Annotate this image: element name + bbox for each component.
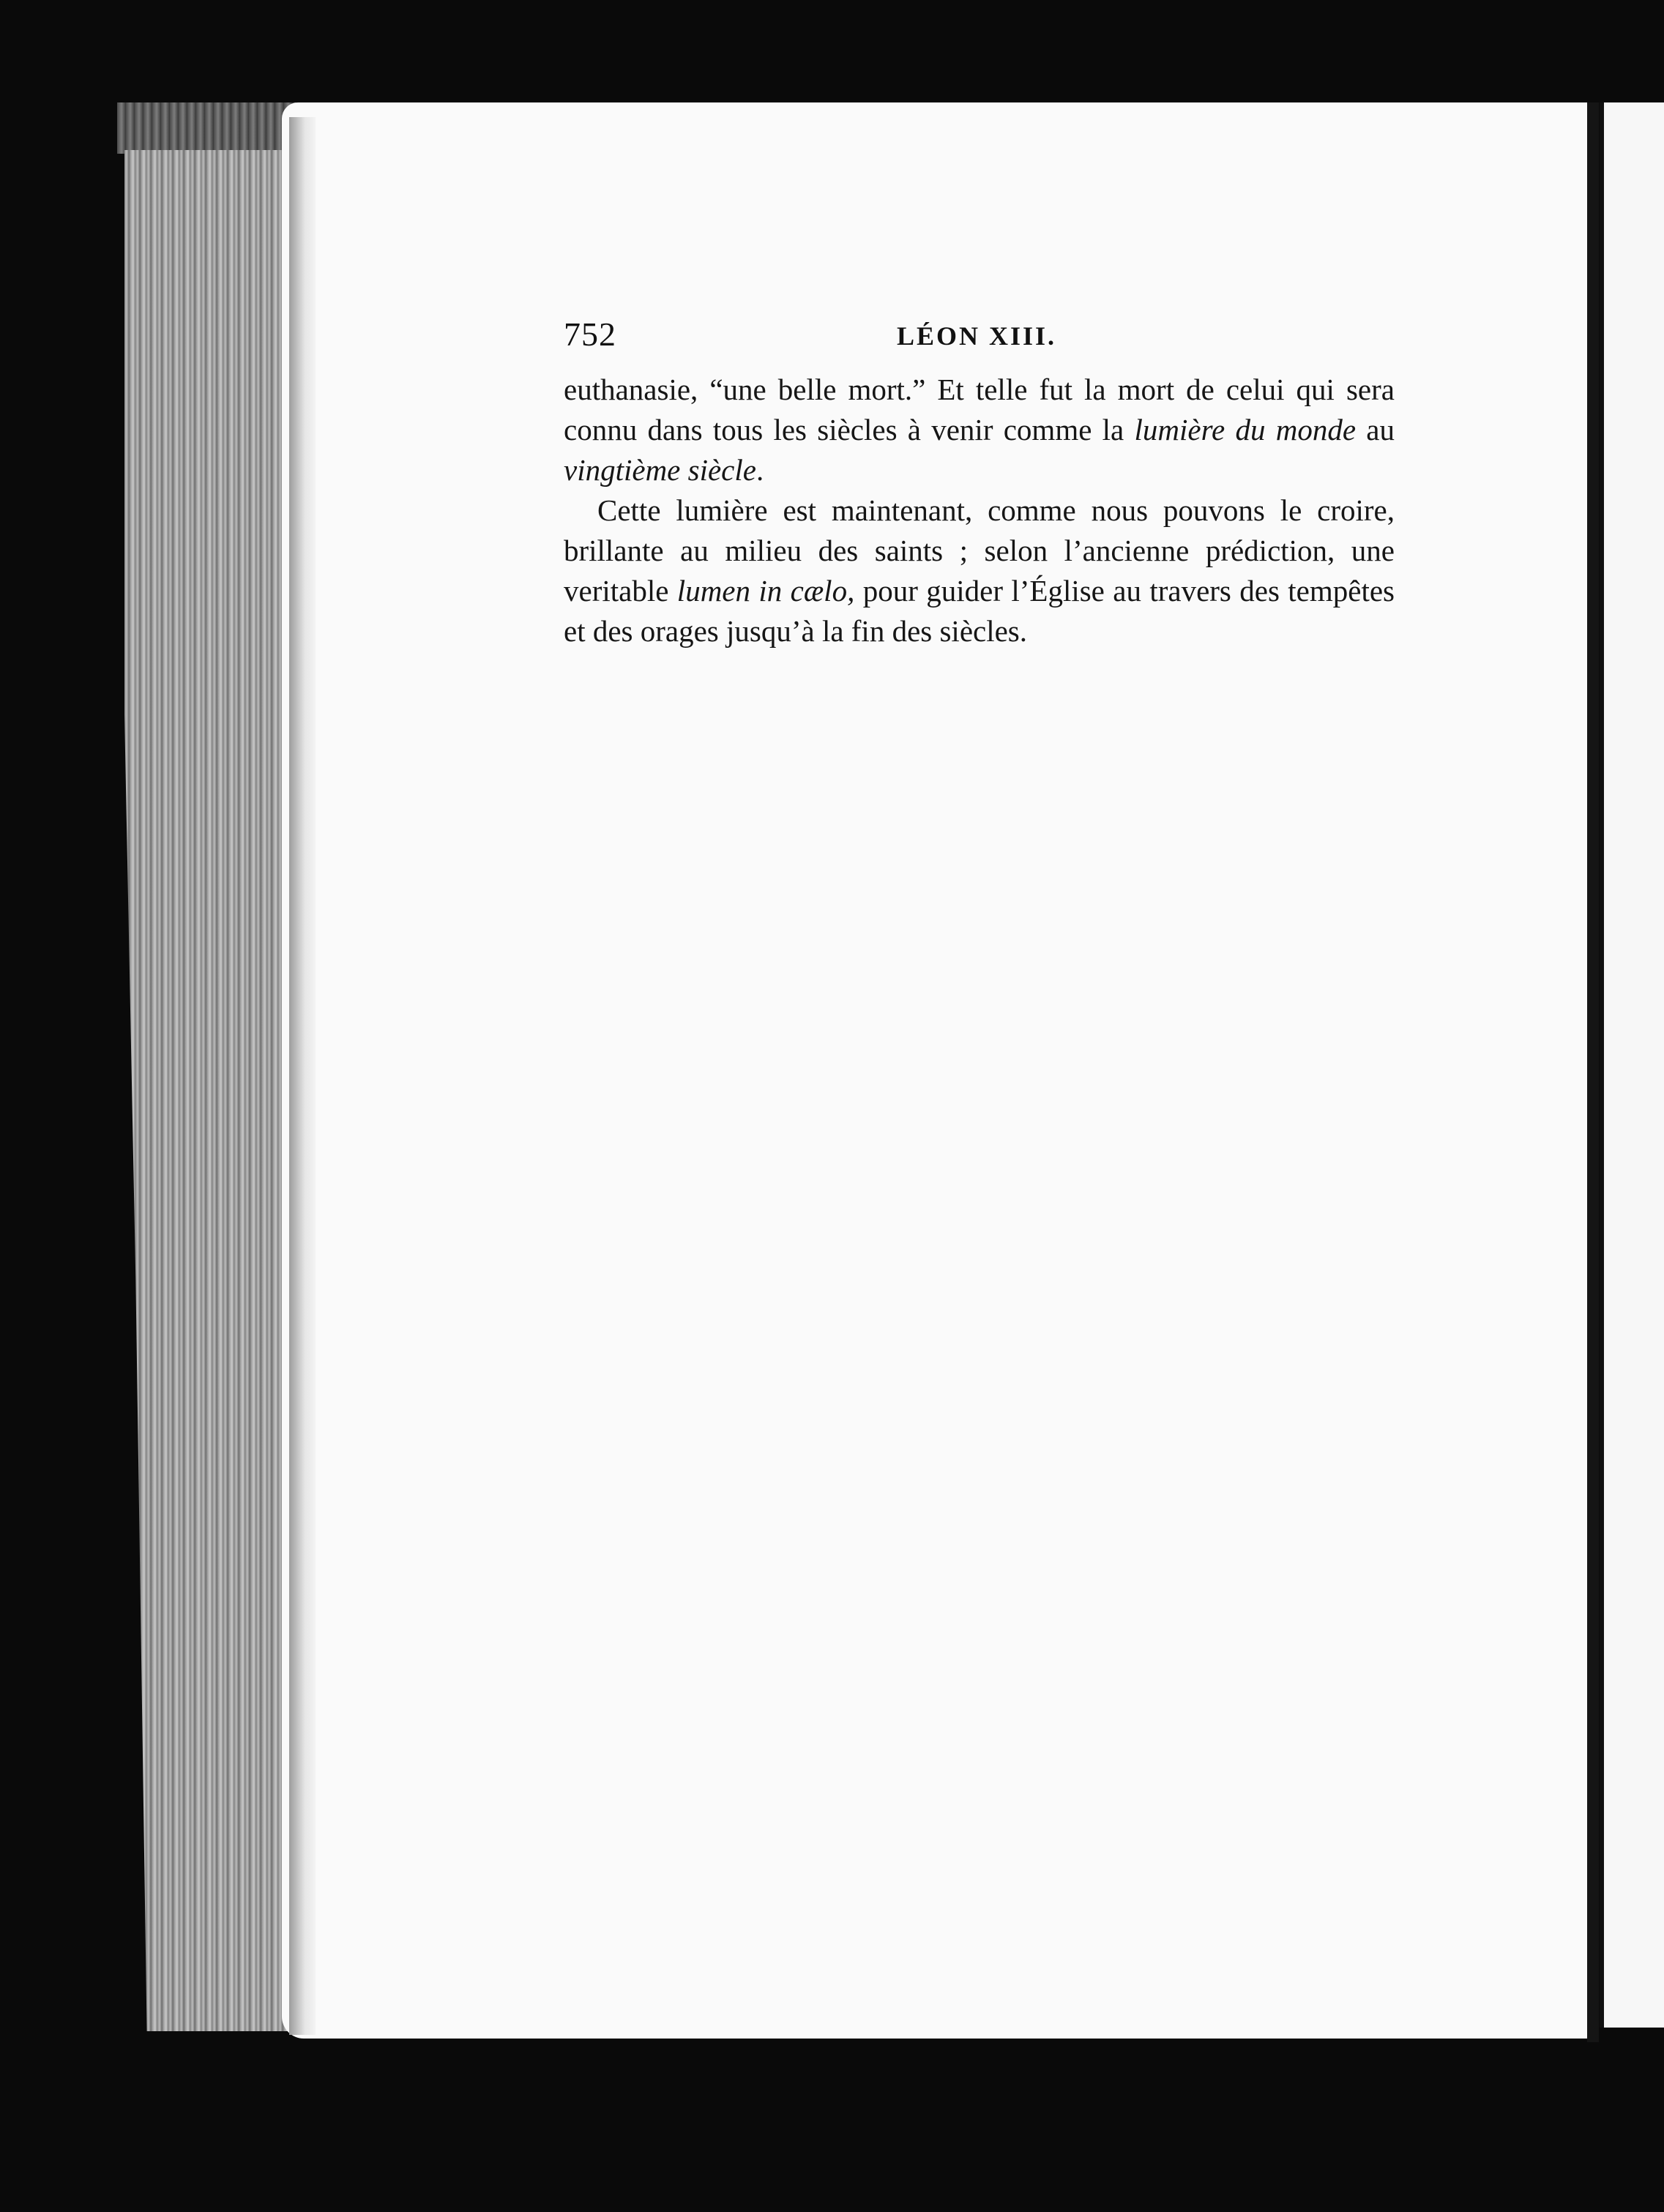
facing-page xyxy=(1600,102,1664,2028)
page-gutter-shadow xyxy=(289,117,316,2035)
paragraph xyxy=(564,370,1395,490)
body-text xyxy=(564,370,1395,651)
text-segment: pour guider l’Église au travers des tempêtes et des orages jusqu’à la fin des siècles. xyxy=(564,574,1395,648)
paragraph xyxy=(564,490,1395,651)
page-number: 752 xyxy=(564,315,616,353)
text-segment: au xyxy=(1356,413,1395,446)
italic-text: lumen in cælo, xyxy=(676,574,855,608)
italic-text: vingtième siècle xyxy=(564,453,756,487)
running-title: LÉON XIII. xyxy=(897,321,1057,351)
page-border xyxy=(1587,102,1599,2042)
text-segment: euthanasie, “une belle mort.” Et telle fut la mort de celui qui sera connu dans tous les siècles à venir comme la xyxy=(564,373,1395,446)
italic-text: lumière du monde xyxy=(1134,413,1357,446)
text-segment: . xyxy=(755,453,764,487)
book-top-edge xyxy=(117,102,296,154)
text-segment: Cette lumière est maintenant, comme nous pouvons le croire, brillante au milieu des saints ; selon l’ancienne prédiction, une veritable xyxy=(564,493,1395,608)
